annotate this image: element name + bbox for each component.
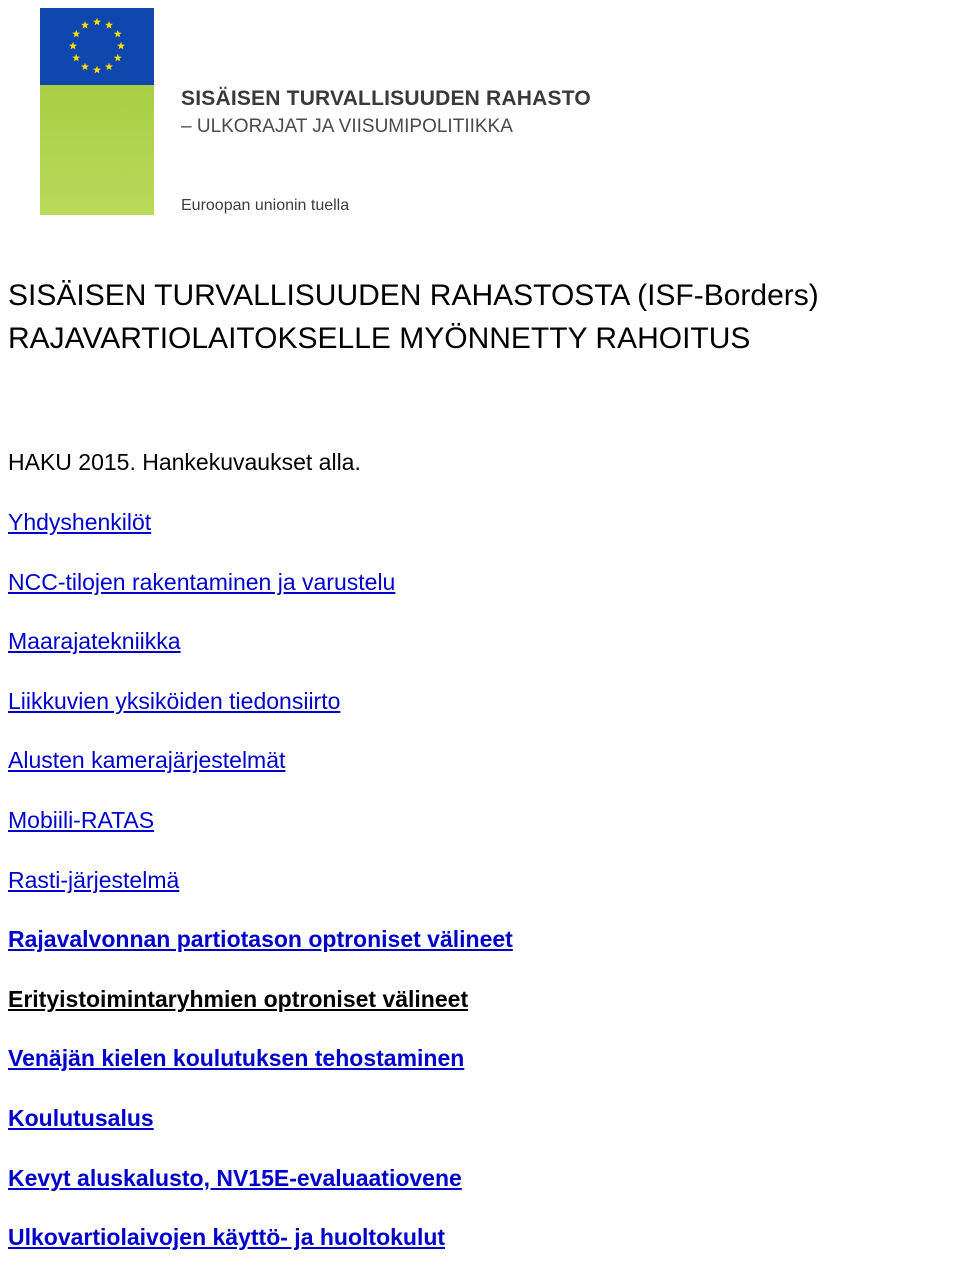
eu-stars-icon <box>40 8 154 85</box>
project-link-list <box>8 506 513 1281</box>
link-ulkovartiolaivojen[interactable]: Ulkovartiolaivojen käyttö- ja huoltokulut <box>8 1224 446 1251</box>
star-icon <box>105 21 113 29</box>
link-venajan-kielen[interactable]: Venäjän kielen koulutuksen tehostaminen <box>8 1045 465 1072</box>
list-item <box>8 1162 513 1222</box>
star-icon <box>93 66 101 74</box>
logo-title: SISÄISEN TURVALLISUUDEN RAHASTO <box>181 87 591 110</box>
list-item <box>8 625 513 685</box>
link-ncc-tilojen[interactable]: NCC-tilojen rakentaminen ja varustelu <box>8 568 396 595</box>
logo-support-text: Euroopan unionin tuella <box>181 197 350 214</box>
star-icon <box>114 54 122 62</box>
link-rasti-jarjestelma[interactable]: Rasti-järjestelmä <box>8 866 180 893</box>
list-item <box>8 983 513 1043</box>
link-mobiili-ratas[interactable]: Mobiili-RATAS <box>8 806 155 833</box>
list-item <box>8 685 513 745</box>
list-item <box>8 804 513 864</box>
link-maarajatekniikka[interactable]: Maarajatekniikka <box>8 628 181 655</box>
star-icon <box>81 21 89 29</box>
link-yhdyshenkilot[interactable]: Yhdyshenkilöt <box>8 509 152 535</box>
star-icon <box>81 63 89 71</box>
star-icon <box>69 42 77 50</box>
link-rajavalvonnan-optroniset[interactable]: Rajavalvonnan partiotason optroniset välineet <box>8 926 513 953</box>
link-alusten-kamerajarjestelmat[interactable]: Alusten kamerajärjestelmät <box>8 747 286 774</box>
page-title-line-2: RAJAVARTIOLAITOKSELLE MYÖNNETTY RAHOITUS <box>8 322 751 355</box>
list-item <box>8 566 513 626</box>
star-icon <box>93 18 101 26</box>
list-item <box>8 1221 513 1281</box>
list-item <box>8 506 513 566</box>
link-liikkuvien-yksikoiden[interactable]: Liikkuvien yksiköiden tiedonsiirto <box>8 687 341 714</box>
link-kevyt-aluskalusto[interactable]: Kevyt aluskalusto, NV15E-evaluaatiovene <box>8 1164 462 1191</box>
logo-subtitle: – ULKORAJAT JA VIISUMIPOLITIIKKA <box>181 116 513 137</box>
eu-flag-icon <box>40 8 154 85</box>
list-item <box>8 1042 513 1102</box>
page-title <box>8 274 819 360</box>
fund-logo <box>40 8 640 218</box>
star-icon <box>105 63 113 71</box>
list-item <box>8 923 513 983</box>
page-title-line-1: SISÄISEN TURVALLISUUDEN RAHASTOSTA (ISF-Borders) <box>8 279 819 312</box>
link-erityistoimintaryhmien-optroniset[interactable]: Erityistoimintaryhmien optroniset välineet <box>8 985 469 1012</box>
star-icon <box>114 30 122 38</box>
star-icon <box>72 54 80 62</box>
star-icon <box>72 30 80 38</box>
list-item <box>8 864 513 924</box>
list-item <box>8 744 513 804</box>
intro-text: HAKU 2015. Hankekuvaukset alla. <box>8 449 361 475</box>
star-icon <box>117 42 125 50</box>
logo-green-bar <box>40 85 154 215</box>
link-koulutusalus[interactable]: Koulutusalus <box>8 1104 154 1131</box>
list-item <box>8 1102 513 1162</box>
